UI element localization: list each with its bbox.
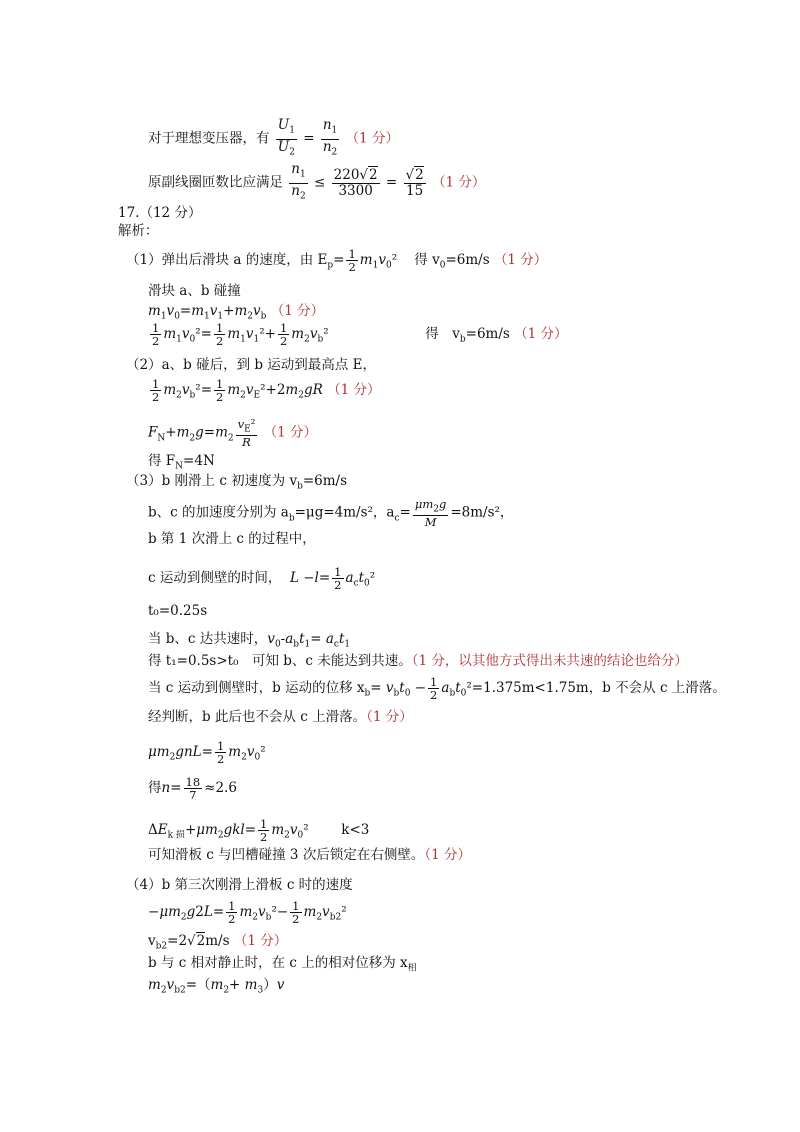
friction-energy-line: $\mu m_2gnL=$ $\frac{1}{2}$ $m_2v_0^2$ bbox=[148, 739, 266, 766]
time-line: c 运动到侧壁的时间， L −l= $\frac{1}{2}$ $a_ct_0^2$ bbox=[148, 565, 376, 592]
force-result-line: 得 $F_N=4N$ bbox=[148, 453, 215, 472]
score-note: （1 分，以其他方式得出未共速的结论也给分） bbox=[411, 653, 688, 669]
score-note: （1 分） bbox=[345, 130, 399, 147]
score-note: （1 分） bbox=[432, 174, 486, 191]
u-ratio-fraction: $\frac{U_1}{U_2}$ bbox=[277, 117, 295, 158]
energy-loss-line: $\Delta E_{k 损}+\mu m_2gkl=$ $\frac{1}{2}$ $m_2v_0^2$ k<3 bbox=[148, 817, 370, 844]
part1-line: （1）弹出后滑块 a 的速度，由 $E_p=$ $\frac{1}{2}$ $m_1v_0^2$ 得 $v_0=6m/s$ （1 分） bbox=[126, 247, 548, 274]
n-ratio-fraction: $\frac{n_1}{n_2}$ bbox=[322, 117, 338, 158]
score-note: （1 分） bbox=[424, 847, 471, 863]
score-note: （1 分） bbox=[366, 709, 413, 725]
momentum-line: $m_1v_0=m_1v_1+m_2v_b$ （1 分） bbox=[148, 303, 325, 322]
displacement-line: 当 c 运动到侧壁时，b 运动的位移 $x_b= v_bt_0$ − $\frac{1}{2}$ $a_bt_0^2=1.375m<1.75m$，b 不会从 c 上滑落。 bbox=[148, 675, 726, 702]
turns-ratio-line: 原副线圈匝数比应满足 $\frac{n_1}{n_2}$ ≤ $\frac{220√2}{3300}$ = $\frac{√2}{15}$ （1 分） bbox=[148, 162, 485, 204]
result-fraction: $\frac{√2}{15}$ bbox=[405, 166, 424, 199]
question-heading: 17.（12 分） bbox=[118, 205, 202, 221]
part2-heading: （2）a、b 碰后，到 b 运动到最高点 E， bbox=[126, 357, 376, 373]
n-result-line: 得n= $\frac{18}{7}$ ≈2.6 bbox=[148, 775, 237, 802]
n1-n2-fraction: $\frac{n_1}{n_2}$ bbox=[291, 161, 306, 202]
score-note: （1 分） bbox=[263, 424, 318, 441]
t0-line: t₀=0.25s bbox=[148, 603, 208, 619]
collision-count-line: 可知滑板 c 与凹槽碰撞 3 次后锁定在右侧壁。（1 分） bbox=[148, 847, 471, 863]
analysis-heading: 解析： bbox=[118, 223, 159, 239]
force-line: $F_N+m_2g=m_2$ $\frac{v_E^2}{R}$ （1 分） bbox=[148, 417, 318, 450]
no-common-speed-line: 得 t₁=0.5s>t₀ 可知 b、c 未能达到共速。（1 分，以其他方式得出未共速的结论也给分） bbox=[148, 653, 688, 669]
acceleration-line: b、c 的加速度分别为 $a_b=\mu g=4m/s^2$，$a_c=$ $\frac{\mu m_2g}{M}$ =8m/s²， bbox=[148, 497, 514, 530]
part4-heading: （4）b 第三次刚滑上滑板 c 时的速度 bbox=[126, 877, 353, 893]
score-note: （1 分） bbox=[493, 252, 548, 268]
part3-heading: （3）b 刚滑上 c 初速度为 $v_b=6m/s$ bbox=[126, 473, 348, 492]
vb2-line: $v_{b2}=2√2m/s$ （1 分） bbox=[148, 933, 288, 952]
energy-line: $\frac{1}{2}$ $m_1v_0^2=$ $\frac{1}{2}$ $m_1v_1^2+$ $\frac{1}{2}$ $m_2v_b^2$ 得 $v_b=6m/s$ （1 分） bbox=[152, 321, 568, 348]
third-slide-energy-line: $-\mu m_2g2L=$ $\frac{1}{2}$ $m_2v_b^2-$ $\frac{1}{2}$ $m_2v_{b2}^2$ bbox=[148, 899, 347, 926]
score-note: （1 分） bbox=[270, 303, 325, 319]
common-speed-line: 当 b、c 达共速时，$v_0-a_bt_1= a_ct_1$ bbox=[148, 631, 351, 650]
final-momentum-line: $m_2v_{b2}=(m_2+ m_3)v$ bbox=[148, 977, 285, 996]
score-note: （1 分） bbox=[327, 382, 381, 398]
first-slide-line: b 第 1 次滑上 c 的过程中， bbox=[148, 531, 316, 547]
transformer-text: 对于理想变压器，有 bbox=[148, 130, 270, 147]
judgement-line: 经判断，b 此后也不会从 c 上滑落。（1 分） bbox=[148, 709, 413, 725]
relative-displacement-line: b 与 c 相对静止时，在 c 上的相对位移为 $x_相$ bbox=[148, 955, 417, 974]
turns-ratio-text: 原副线圈匝数比应满足 bbox=[148, 174, 283, 191]
voltage-fraction: $\frac{220√2}{3300}$ bbox=[333, 166, 378, 199]
score-note: （1 分） bbox=[233, 933, 288, 949]
transformer-relation-line: 对于理想变压器，有 $\frac{U_1}{U_2}$ = $\frac{n_1}{n_2}$ （1 分） bbox=[148, 118, 399, 160]
collision-line: 滑块 a、b 碰撞 bbox=[148, 283, 241, 299]
score-note: （1 分） bbox=[514, 326, 568, 342]
energy-e-line: $\frac{1}{2}$ $m_2v_b^2=$ $\frac{1}{2}$ $m_2v_E^2+2m_2gR$ （1 分） bbox=[152, 377, 381, 404]
